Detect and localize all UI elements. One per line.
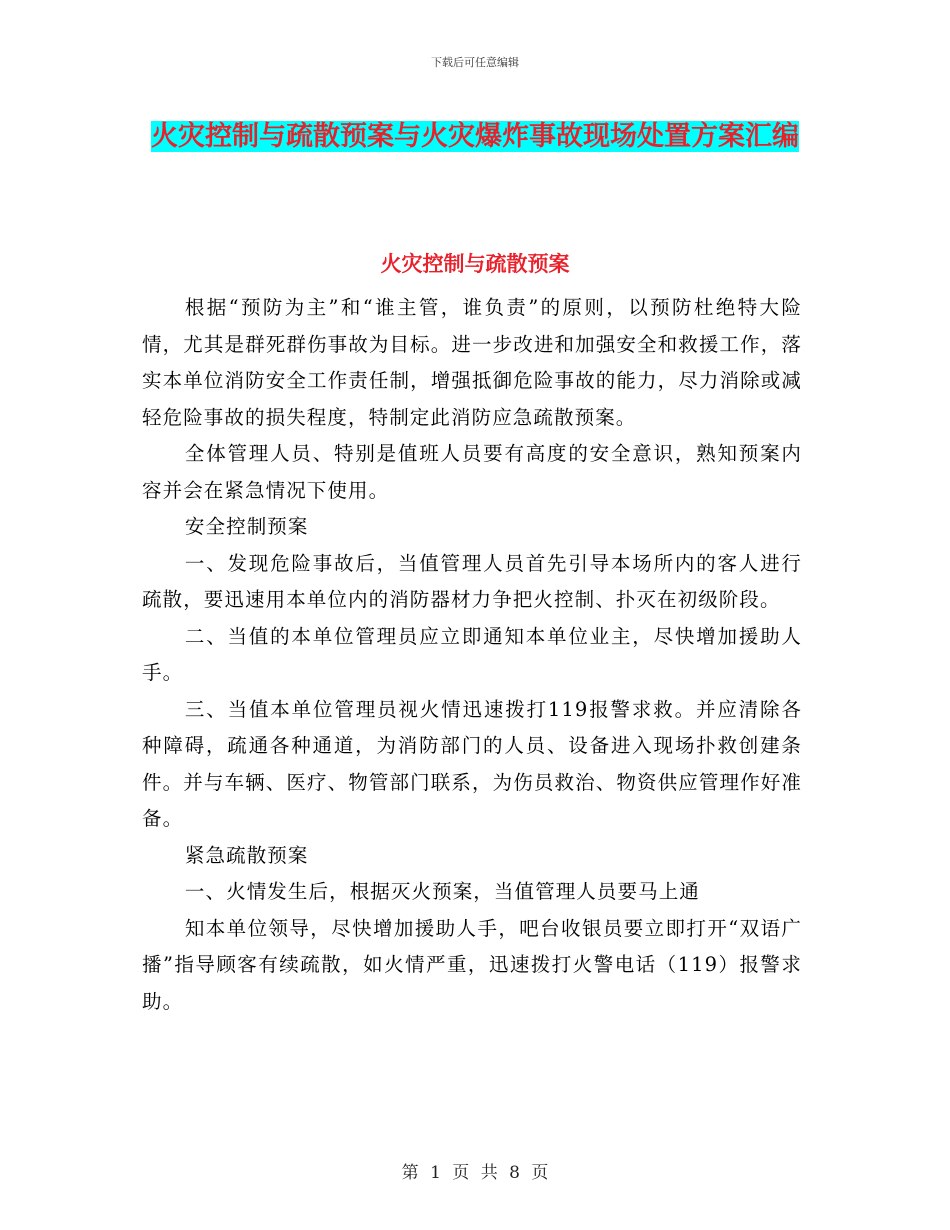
paragraph: 全体管理人员、特别是值班人员要有高度的安全意识，熟知预案内容并会在紧急情况下使用。 [142,442,802,502]
paragraph: 二、当值的本单位管理员应立即通知本单位业主，尽快增加援助人手。 [142,624,802,684]
paragraph: 三、当值本单位管理员视火情迅速拨打119报警求救。并应清除各种障碍，疏通各种通道，为消防部门的人员、设备进入现场扑救创建条件。并与车辆、医疗、物管部门联系，为伤员救治、物资供应管理作好准备。 [142,697,802,830]
document-title-text: 火灾控制与疏散预案与火灾爆炸事故现场处置方案汇编 [151,121,799,152]
document-title [140,112,810,162]
paragraph: 知本单位领导，尽快增加援助人手，吧台收银员要立即打开“双语广播”指导顾客有续疏散，如火情严重，迅速拨打火警电话（119）报警求助。 [142,916,802,1013]
paragraph: 一、火情发生后，根据灭火预案，当值管理人员要马上通 [184,880,700,903]
header-note: 下载后可任意编辑 [431,56,519,69]
document-body [142,290,802,1020]
paragraph: 一、发现危险事故后，当值管理人员首先引导本场所内的客人进行疏散，要迅速用本单位内的消防器材力争把火控制、扑灭在初级阶段。 [142,551,802,611]
paragraph: 根据“预防为主”和“谁主管，谁负责”的原则，以预防杜绝特大险情，尤其是群死群伤事故为目标。进一步改进和加强安全和救援工作，落实本单位消防安全工作责任制，增强抵御危险事故的能力，尽力消除或减轻危险事故的损失程度，特制定此消防应急疏散预案。 [142,296,802,429]
page-number-footer: 第 1 页 共 8 页 [401,1163,549,1183]
subheading-emergency-evacuation: 紧急疏散预案 [184,843,309,867]
section-title: 火灾控制与疏散预案 [380,251,570,276]
subheading-safety-control: 安全控制预案 [184,515,309,538]
